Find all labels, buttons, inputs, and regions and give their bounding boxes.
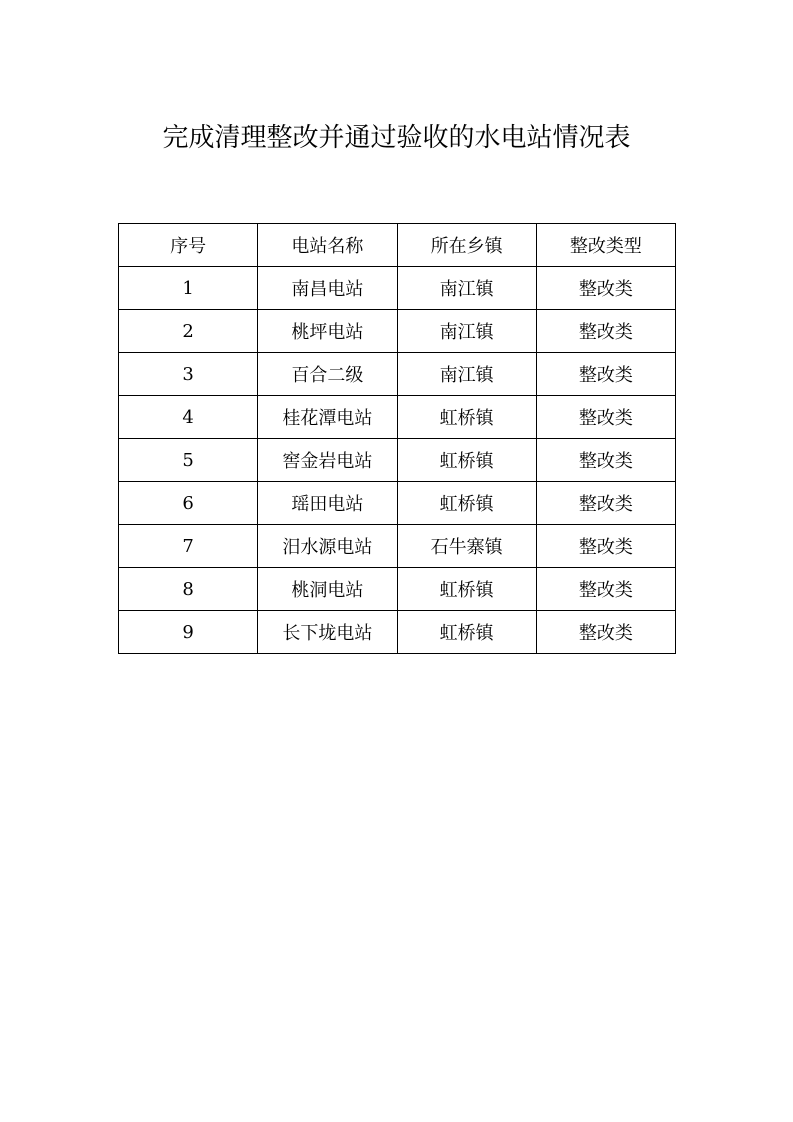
cell-town: 石牛寨镇 <box>397 525 536 568</box>
table-row <box>119 568 676 611</box>
cell-rectification-type: 整改类 <box>536 439 675 482</box>
header-index: 序号 <box>119 224 258 267</box>
cell-index: 8 <box>119 568 258 611</box>
station-table <box>118 223 676 654</box>
cell-station-name: 窖金岩电站 <box>258 439 397 482</box>
cell-station-name: 桃洞电站 <box>258 568 397 611</box>
header-rectification-type: 整改类型 <box>536 224 675 267</box>
cell-rectification-type: 整改类 <box>536 525 675 568</box>
cell-station-name: 桂花潭电站 <box>258 396 397 439</box>
cell-town: 南江镇 <box>397 310 536 353</box>
cell-rectification-type: 整改类 <box>536 568 675 611</box>
header-town: 所在乡镇 <box>397 224 536 267</box>
table-header-row <box>119 224 676 267</box>
cell-rectification-type: 整改类 <box>536 310 675 353</box>
cell-index: 3 <box>119 353 258 396</box>
page-title: 完成清理整改并通过验收的水电站情况表 <box>162 123 631 153</box>
table-row <box>119 525 676 568</box>
cell-index: 7 <box>119 525 258 568</box>
cell-station-name: 百合二级 <box>258 353 397 396</box>
cell-rectification-type: 整改类 <box>536 267 675 310</box>
cell-index: 9 <box>119 611 258 654</box>
cell-index: 5 <box>119 439 258 482</box>
cell-index: 1 <box>119 267 258 310</box>
cell-index: 2 <box>119 310 258 353</box>
cell-station-name: 桃坪电站 <box>258 310 397 353</box>
table-row <box>119 396 676 439</box>
header-station-name: 电站名称 <box>258 224 397 267</box>
table-row <box>119 310 676 353</box>
cell-town: 虹桥镇 <box>397 611 536 654</box>
table-row <box>119 439 676 482</box>
cell-station-name: 瑶田电站 <box>258 482 397 525</box>
cell-town: 虹桥镇 <box>397 396 536 439</box>
cell-station-name: 南昌电站 <box>258 267 397 310</box>
table-row <box>119 353 676 396</box>
cell-town: 虹桥镇 <box>397 482 536 525</box>
cell-rectification-type: 整改类 <box>536 353 675 396</box>
cell-town: 南江镇 <box>397 353 536 396</box>
cell-town: 虹桥镇 <box>397 568 536 611</box>
table-row <box>119 482 676 525</box>
cell-index: 6 <box>119 482 258 525</box>
cell-rectification-type: 整改类 <box>536 396 675 439</box>
cell-town: 南江镇 <box>397 267 536 310</box>
cell-index: 4 <box>119 396 258 439</box>
table-row <box>119 267 676 310</box>
cell-rectification-type: 整改类 <box>536 611 675 654</box>
cell-station-name: 长下垅电站 <box>258 611 397 654</box>
cell-station-name: 汨水源电站 <box>258 525 397 568</box>
cell-rectification-type: 整改类 <box>536 482 675 525</box>
table-row <box>119 611 676 654</box>
cell-town: 虹桥镇 <box>397 439 536 482</box>
